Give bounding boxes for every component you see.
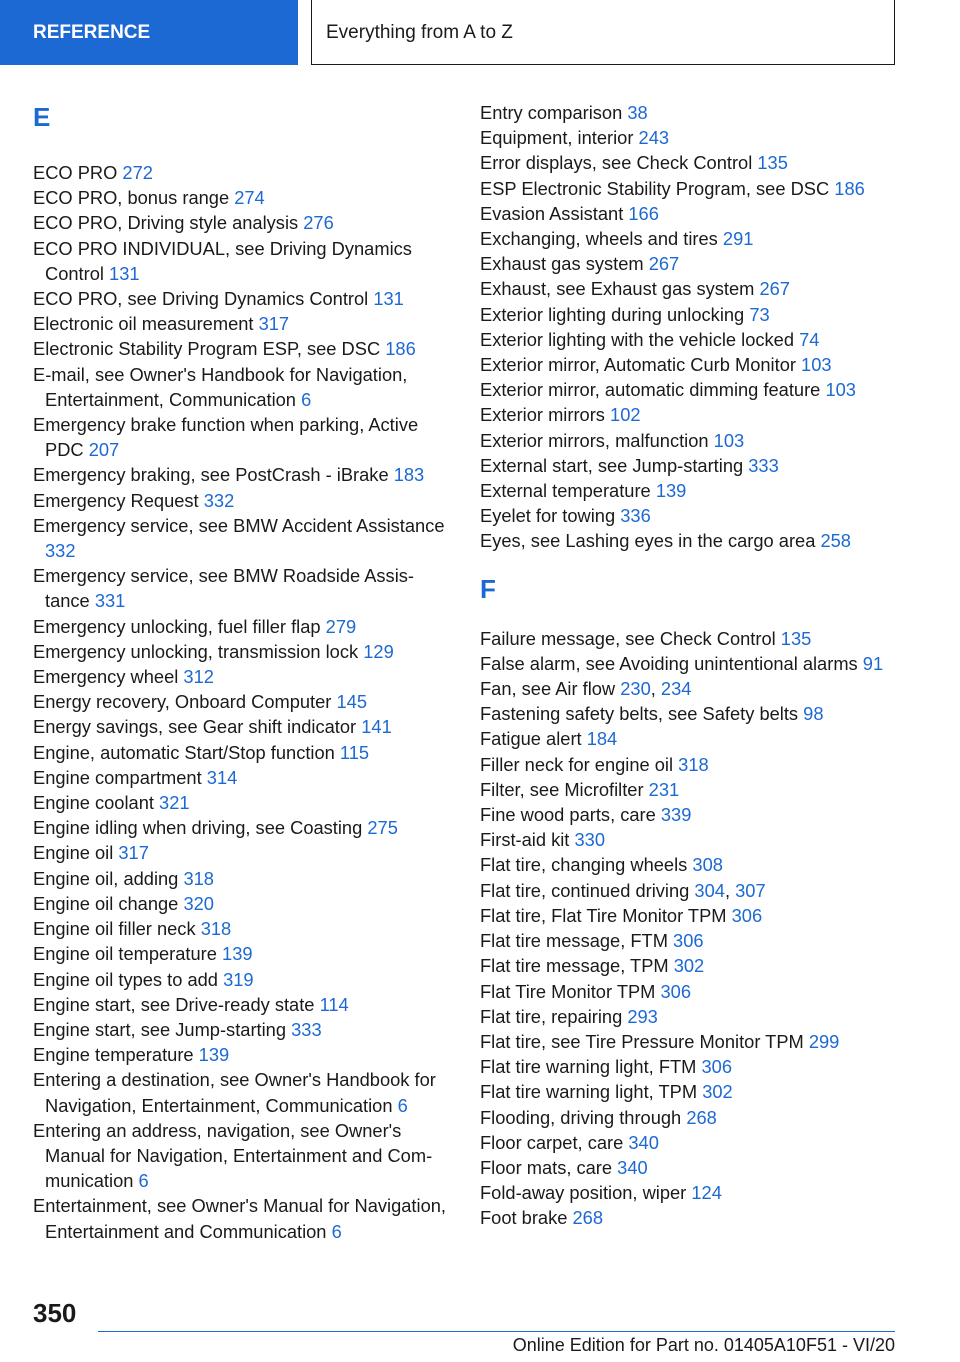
index-entry-text: E-mail, see Owner's Handbook for Navigation, Entertainment, Communication xyxy=(33,363,408,410)
page-reference-link[interactable]: 299 xyxy=(808,1030,840,1052)
page-reference-link[interactable]: 145 xyxy=(336,691,368,713)
page-reference-link[interactable]: 333 xyxy=(291,1018,322,1040)
index-entry-text: Equipment, interior xyxy=(480,127,634,149)
footer-edition: Online Edition for Part no. 01405A10F51 - VI/20 xyxy=(512,1335,895,1355)
index-entry-text: Failure message, see Check Control xyxy=(480,627,776,649)
index-entry xyxy=(480,1155,900,1180)
index-entry-text: Exchanging, wheels and tires xyxy=(480,228,718,250)
index-entry-text: Flat tire, see Tire Pressure Monitor TPM xyxy=(480,1030,804,1052)
page-reference-link[interactable]: 139 xyxy=(222,943,253,965)
index-entry xyxy=(480,903,900,928)
index-entry-text: Evasion Assistant xyxy=(480,202,624,224)
index-entry-text: Flat tire, repairing xyxy=(480,1005,623,1027)
index-entry xyxy=(480,150,900,175)
index-entry-text: Exterior lighting with the vehicle locked xyxy=(480,328,794,350)
index-entry-text: Exhaust gas system xyxy=(480,253,644,275)
page-reference-link[interactable]: 131 xyxy=(109,262,140,284)
index-entry xyxy=(33,1042,448,1067)
index-entry-text: Entering a destination, see Owner's Handbook for Navigation, Entertainment, Communication xyxy=(33,1069,436,1116)
index-entry-text: ECO PRO xyxy=(33,162,118,183)
page-reference-link[interactable]: 306 xyxy=(673,930,704,952)
index-entry-text: Flat tire, continued driving xyxy=(480,879,690,901)
index-entry: Fan, see Air flow 230, 234 xyxy=(480,678,692,700)
index-entry xyxy=(480,979,900,1004)
page-reference-link[interactable]: 91 xyxy=(862,652,884,674)
page-reference-link[interactable]: 186 xyxy=(834,177,865,199)
page-reference-link[interactable]: 243 xyxy=(638,127,670,149)
index-entry-text: Exterior lighting during unlocking xyxy=(480,303,745,325)
page-reference-link[interactable]: 135 xyxy=(757,152,788,174)
index-entry xyxy=(480,402,900,427)
page-reference-link[interactable]: 293 xyxy=(627,1005,658,1027)
page-reference-link[interactable]: 139 xyxy=(198,1044,230,1066)
page-reference-link[interactable]: 302 xyxy=(673,955,705,977)
page-reference-link[interactable]: 279 xyxy=(325,615,357,637)
index-entry-text: Engine oil temperature xyxy=(33,943,217,965)
index-entry xyxy=(480,428,900,453)
index-entry-text: Energy savings, see Gear shift indicator xyxy=(33,716,357,738)
page-reference-link[interactable]: 103 xyxy=(713,429,745,451)
index-entry-text: Flat tire warning light, TPM xyxy=(480,1081,698,1103)
index-entry-text: Flat tire message, FTM xyxy=(480,930,668,952)
page-reference-link[interactable]: 318 xyxy=(200,918,232,940)
index-entry: Flat tire, continued driving 304, 307 xyxy=(480,879,766,901)
index-entry xyxy=(33,840,448,865)
index-entry-text: Flat tire message, TPM xyxy=(480,955,669,977)
entry-list-left xyxy=(33,160,448,1244)
page-reference-link[interactable]: 302 xyxy=(702,1081,733,1103)
index-entry-text: First-aid kit xyxy=(480,829,570,851)
index-entry-text: Entry comparison xyxy=(480,102,623,123)
index-entry xyxy=(33,992,448,1017)
page-reference-link[interactable]: 275 xyxy=(367,817,398,839)
page-reference-link[interactable]: 103 xyxy=(801,354,832,376)
page-reference-link[interactable]: 340 xyxy=(628,1131,659,1153)
index-entry-text: Engine oil, adding xyxy=(33,867,179,889)
page-reference-link[interactable]: 230 xyxy=(620,678,651,700)
index-entry xyxy=(33,740,448,765)
index-entry xyxy=(33,916,448,941)
index-letter-e: E xyxy=(33,102,51,132)
index-entry-text: Emergency wheel xyxy=(33,666,179,688)
index-entry xyxy=(33,866,448,891)
index-entry-text: Energy recovery, Onboard Computer xyxy=(33,691,332,713)
page-reference-link[interactable]: 207 xyxy=(88,439,120,461)
index-entry xyxy=(33,689,448,714)
index-entry-text: Engine oil types to add xyxy=(33,968,218,990)
index-entry xyxy=(33,286,448,311)
index-entry-text: ECO PRO, see Driving Dynamics Control xyxy=(33,288,369,310)
index-entry-text: Emergency unlocking, transmission lock xyxy=(33,640,359,662)
index-entry xyxy=(480,953,900,978)
index-entry xyxy=(480,302,900,327)
index-entry-text: Engine start, see Drive-ready state xyxy=(33,993,315,1015)
index-entry xyxy=(480,1079,900,1104)
index-entry xyxy=(33,462,448,487)
page-reference-link[interactable]: 141 xyxy=(361,716,392,738)
index-entry-text: Engine oil filler neck xyxy=(33,918,196,940)
page-reference-link[interactable]: 6 xyxy=(331,1220,342,1242)
page-reference-link[interactable]: 102 xyxy=(610,404,641,426)
page-reference-link[interactable]: 306 xyxy=(660,980,692,1002)
index-entry xyxy=(480,100,900,125)
index-entry-text: Entering an address, navigation, see Owner's Manual for Navigation, Entertainment and Communication xyxy=(33,1119,433,1192)
page-reference-link[interactable]: 317 xyxy=(118,842,149,864)
index-entry xyxy=(480,251,900,276)
page-reference-link[interactable]: 336 xyxy=(620,505,651,527)
index-column-right xyxy=(480,100,900,1231)
index-entry xyxy=(480,1004,900,1029)
index-entry-text: False alarm, see Avoiding unintentional alarms xyxy=(480,652,858,674)
page-reference-link[interactable]: 319 xyxy=(223,968,254,990)
page-reference-link[interactable]: 314 xyxy=(206,766,238,788)
index-entry xyxy=(480,752,900,777)
index-entry-text: Floor mats, care xyxy=(480,1156,613,1178)
index-entry-text: Eyelet for towing xyxy=(480,505,616,527)
index-entry xyxy=(33,513,448,563)
index-entry-text: Emergency unlocking, fuel filler flap xyxy=(33,615,321,637)
page-reference-link[interactable]: 73 xyxy=(749,303,770,325)
index-entry-text: ECO PRO, bonus range xyxy=(33,187,230,209)
index-entry xyxy=(480,276,900,301)
index-entry-text: Emergency Request xyxy=(33,489,199,511)
index-entry xyxy=(480,651,900,676)
page-reference-link[interactable]: 103 xyxy=(825,379,856,401)
index-entry-text: Error displays, see Check Control xyxy=(480,152,753,174)
index-letter-f: F xyxy=(480,573,496,604)
page-title: Everything from A to Z xyxy=(311,0,895,65)
index-entry xyxy=(480,453,900,478)
index-entry xyxy=(480,1029,900,1054)
index-entry xyxy=(480,701,900,726)
page-reference-link[interactable]: 317 xyxy=(258,313,290,335)
page-reference-link[interactable]: 6 xyxy=(301,388,312,410)
index-entry-text: Flat tire, Flat Tire Monitor TPM xyxy=(480,904,727,926)
page-reference-link[interactable]: 38 xyxy=(627,102,648,123)
index-entry xyxy=(480,1054,900,1079)
index-entry xyxy=(480,1105,900,1130)
index-entry-text: Fatigue alert xyxy=(480,728,582,750)
index-entry-text: Flooding, driving through xyxy=(480,1106,682,1128)
footer-rule xyxy=(98,1331,895,1332)
page-reference-link[interactable]: 129 xyxy=(363,640,394,662)
index-entry-text: Exhaust, see Exhaust gas system xyxy=(480,278,755,300)
index-entry xyxy=(480,1205,900,1230)
index-entry xyxy=(33,891,448,916)
index-entry xyxy=(480,528,900,553)
index-entry-text: Fan, see Air flow xyxy=(480,678,616,700)
index-entry xyxy=(33,488,448,513)
index-entry-text: Fine wood parts, care xyxy=(480,804,656,826)
index-entry-text: Filter, see Microfilter xyxy=(480,778,644,800)
index-entry xyxy=(33,941,448,966)
index-entry-text: Electronic Stability Program ESP, see DSC xyxy=(33,338,381,360)
index-entry-text: Emergency service, see BMW Roadside Assistance xyxy=(33,565,414,612)
index-entry xyxy=(33,1118,448,1194)
index-entry xyxy=(33,714,448,739)
index-entry xyxy=(33,336,448,361)
page-reference-link[interactable]: 340 xyxy=(617,1156,648,1178)
page-reference-link[interactable]: 291 xyxy=(722,228,754,250)
index-entry xyxy=(480,201,900,226)
page-reference-link[interactable]: 267 xyxy=(759,278,790,300)
index-entry-text: Engine coolant xyxy=(33,792,154,814)
index-entry xyxy=(480,626,900,651)
index-entry xyxy=(480,852,900,877)
index-entry xyxy=(33,1067,448,1117)
page-reference-link[interactable]: 6 xyxy=(397,1094,408,1116)
page-reference-link[interactable]: 115 xyxy=(339,741,370,763)
index-entry xyxy=(33,160,448,185)
index-entry xyxy=(33,185,448,210)
page-reference-link[interactable]: 304 xyxy=(694,879,725,901)
page-reference-link[interactable]: 98 xyxy=(803,703,824,725)
index-entry-text: Engine compartment xyxy=(33,766,202,788)
index-entry xyxy=(33,815,448,840)
page-reference-link[interactable]: 272 xyxy=(122,162,153,183)
page-reference-link[interactable]: 258 xyxy=(820,530,851,552)
index-entry xyxy=(480,726,900,751)
page-number: 350 xyxy=(33,1298,77,1328)
index-entry-text: Eyes, see Lashing eyes in the cargo area xyxy=(480,530,816,552)
index-entry xyxy=(480,226,900,251)
index-entry xyxy=(33,311,448,336)
index-entry xyxy=(480,176,900,201)
index-entry-text: ESP Electronic Stability Program, see DSC xyxy=(480,177,830,199)
index-entry-text: ECO PRO INDIVIDUAL, see Driving Dynamics Control xyxy=(33,237,412,284)
index-entry-text: Engine start, see Jump-starting xyxy=(33,1018,287,1040)
page-reference-link[interactable]: 231 xyxy=(648,778,680,800)
page-reference-link[interactable]: 321 xyxy=(159,792,190,814)
index-entry-text: Exterior mirrors xyxy=(480,404,605,426)
index-entry-text: Exterior mirror, automatic dimming feature xyxy=(480,379,821,401)
index-entry-text: Floor carpet, care xyxy=(480,1131,624,1153)
index-entry xyxy=(33,362,448,412)
index-entry xyxy=(480,827,900,852)
index-entry-text: Entertainment, see Owner's Manual for Navigation, Entertainment and Communication xyxy=(33,1195,446,1242)
index-entry-text: Engine idling when driving, see Coasting xyxy=(33,817,363,839)
page-reference-link[interactable]: 274 xyxy=(234,187,265,209)
index-entry-text: Emergency brake function when parking, Active PDC xyxy=(33,414,419,461)
page-reference-link[interactable]: 306 xyxy=(731,904,763,926)
page-reference-link[interactable]: 268 xyxy=(686,1106,717,1128)
page-reference-link[interactable]: 318 xyxy=(183,867,214,889)
page-reference-link[interactable]: 308 xyxy=(692,854,723,876)
index-entry xyxy=(33,967,448,992)
index-entry xyxy=(480,1130,900,1155)
page-reference-link[interactable]: 74 xyxy=(799,328,820,350)
index-entry-text: Emergency braking, see PostCrash - iBrake xyxy=(33,464,389,486)
page-reference-link[interactable]: 114 xyxy=(319,993,349,1015)
page-reference-link[interactable]: 166 xyxy=(628,202,659,224)
index-column-left xyxy=(33,100,448,1244)
index-entry xyxy=(33,563,448,613)
page-reference-link[interactable]: 306 xyxy=(701,1056,732,1078)
index-entry xyxy=(33,412,448,462)
index-entry-text: Fold-away position, wiper xyxy=(480,1182,687,1204)
page-reference-link[interactable]: 135 xyxy=(780,627,812,649)
index-entry xyxy=(480,802,900,827)
page-reference-link[interactable]: 307 xyxy=(735,879,766,901)
index-entry-text: External temperature xyxy=(480,480,651,502)
section-tab: REFERENCE xyxy=(0,0,298,65)
index-entry xyxy=(480,352,900,377)
index-entry-text: Flat tire, changing wheels xyxy=(480,854,688,876)
index-entry xyxy=(480,503,900,528)
index-entry xyxy=(33,765,448,790)
page-reference-link[interactable]: 183 xyxy=(393,464,425,486)
page-reference-link[interactable]: 139 xyxy=(655,480,687,502)
index-entry xyxy=(33,614,448,639)
index-entry-text: Engine temperature xyxy=(33,1044,194,1066)
index-entry xyxy=(33,236,448,286)
page-reference-link[interactable]: 268 xyxy=(572,1207,603,1229)
index-entry-text: Engine oil change xyxy=(33,892,179,914)
index-entry xyxy=(480,928,900,953)
index-entry xyxy=(33,1017,448,1042)
index-entry xyxy=(33,790,448,815)
index-entry xyxy=(480,478,900,503)
page-reference-link[interactable]: 276 xyxy=(303,212,334,234)
index-entry-text: External start, see Jump-starting xyxy=(480,454,744,476)
page-reference-link[interactable]: 333 xyxy=(748,454,779,476)
index-entry-text: Engine, automatic Start/Stop function xyxy=(33,741,335,763)
page-reference-link[interactable]: 6 xyxy=(138,1170,149,1192)
index-entry xyxy=(33,210,448,235)
page-reference-link[interactable]: 267 xyxy=(648,253,680,275)
index-entry xyxy=(33,664,448,689)
page-reference-link[interactable]: 332 xyxy=(203,489,235,511)
entry-list-right-e xyxy=(480,100,900,554)
page-reference-link[interactable]: 332 xyxy=(45,540,76,562)
page-reference-link[interactable]: 339 xyxy=(660,804,692,826)
page-reference-link[interactable]: 318 xyxy=(678,753,709,775)
page-reference-link[interactable]: 331 xyxy=(94,590,126,612)
page-reference-link[interactable]: 184 xyxy=(586,728,618,750)
index-entry xyxy=(33,639,448,664)
index-entry xyxy=(480,377,900,402)
index-entry-text: Foot brake xyxy=(480,1207,568,1229)
index-entry xyxy=(480,125,900,150)
index-entry-text: Exterior mirror, Automatic Curb Monitor xyxy=(480,354,796,376)
page-reference-link[interactable]: 312 xyxy=(183,666,214,688)
index-entry-text: ECO PRO, Driving style analysis xyxy=(33,212,299,234)
page-reference-link[interactable]: 330 xyxy=(574,829,605,851)
index-entry-text: Filler neck for engine oil xyxy=(480,753,674,775)
page-reference-link[interactable]: 234 xyxy=(660,678,692,700)
page-reference-link[interactable]: 186 xyxy=(385,338,416,360)
index-entry-text: Flat Tire Monitor TPM xyxy=(480,980,656,1002)
index-entry-text: Engine oil xyxy=(33,842,114,864)
entry-list-right-f xyxy=(480,626,900,1231)
page-reference-link[interactable]: 320 xyxy=(183,892,214,914)
index-entry-text: Emergency service, see BMW Accident Assistance xyxy=(33,514,445,536)
index-entry-text: Exterior mirrors, malfunction xyxy=(480,429,709,451)
index-entry xyxy=(33,1193,448,1243)
page-reference-link[interactable]: 131 xyxy=(373,288,404,310)
index-entry xyxy=(480,777,900,802)
index-entry xyxy=(480,327,900,352)
index-entry-text: Flat tire warning light, FTM xyxy=(480,1056,697,1078)
index-entry-text: Fastening safety belts, see Safety belts xyxy=(480,703,799,725)
index-entry xyxy=(480,1180,900,1205)
page-reference-link[interactable]: 124 xyxy=(691,1182,722,1204)
index-entry-text: Electronic oil measurement xyxy=(33,313,254,335)
